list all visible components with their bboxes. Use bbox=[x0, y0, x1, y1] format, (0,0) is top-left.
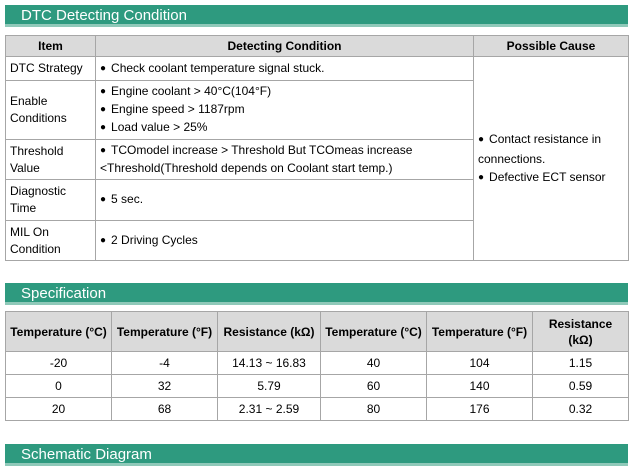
cell: 176 bbox=[427, 398, 533, 421]
dtc-table bbox=[5, 35, 629, 261]
cell: 0.32 bbox=[533, 398, 629, 421]
specification-section-title: Specification bbox=[21, 285, 107, 302]
condition-text: ● Engine coolant > 40°C(104°F) bbox=[100, 83, 469, 101]
cell: 20 bbox=[6, 398, 112, 421]
dtc-section-header bbox=[5, 5, 628, 27]
cell: 32 bbox=[112, 375, 218, 398]
cause-text: ● Contact resistance in connections. bbox=[478, 130, 624, 168]
cell: 140 bbox=[427, 375, 533, 398]
condition-cell bbox=[96, 81, 474, 140]
table-row bbox=[6, 352, 629, 375]
cell: -4 bbox=[112, 352, 218, 375]
condition-cell bbox=[96, 180, 474, 221]
condition-text: ● Engine speed > 1187rpm bbox=[100, 101, 469, 119]
dtc-section-title: DTC Detecting Condition bbox=[21, 7, 187, 24]
item-diagnostic-time: Diagnostic Time bbox=[6, 180, 96, 221]
header-possible-cause: Possible Cause bbox=[474, 36, 629, 57]
header-temperature-c: Temperature (°C) bbox=[321, 312, 427, 352]
condition-text: ● 2 Driving Cycles bbox=[100, 232, 469, 250]
cell: 40 bbox=[321, 352, 427, 375]
header-temperature-f: Temperature (°F) bbox=[427, 312, 533, 352]
cell: 68 bbox=[112, 398, 218, 421]
cell: 104 bbox=[427, 352, 533, 375]
cell: 5.79 bbox=[218, 375, 321, 398]
specification-section-header bbox=[5, 283, 628, 305]
condition-cell bbox=[96, 221, 474, 261]
cell: 2.31 ~ 2.59 bbox=[218, 398, 321, 421]
spec-header-row bbox=[6, 312, 629, 352]
cell: 14.13 ~ 16.83 bbox=[218, 352, 321, 375]
specification-table bbox=[5, 311, 629, 421]
cell: 0 bbox=[6, 375, 112, 398]
table-row bbox=[6, 398, 629, 421]
item-dtc-strategy: DTC Strategy bbox=[6, 57, 96, 81]
condition-text: ● TCOmodel increase > Threshold But TCOmeas increase <Threshold(Threshold depends on Coolant start temp.) bbox=[100, 142, 469, 177]
condition-cell bbox=[96, 140, 474, 180]
header-resistance: Resistance (kΩ) bbox=[218, 312, 321, 352]
table-row bbox=[6, 57, 629, 81]
cell: 80 bbox=[321, 398, 427, 421]
possible-cause-cell bbox=[474, 57, 629, 261]
dtc-header-row bbox=[6, 36, 629, 57]
condition-cell bbox=[96, 57, 474, 81]
item-mil-on-condition: MIL On Condition bbox=[6, 221, 96, 261]
cause-text: ● Defective ECT sensor bbox=[478, 168, 624, 188]
header-temperature-f: Temperature (°F) bbox=[112, 312, 218, 352]
schematic-section-header bbox=[5, 444, 628, 466]
item-threshold-value: Threshold Value bbox=[6, 140, 96, 180]
header-item: Item bbox=[6, 36, 96, 57]
header-temperature-c: Temperature (°C) bbox=[6, 312, 112, 352]
table-row bbox=[6, 375, 629, 398]
header-detecting-condition: Detecting Condition bbox=[96, 36, 474, 57]
cell: 0.59 bbox=[533, 375, 629, 398]
condition-text: ● Load value > 25% bbox=[100, 119, 469, 137]
cell: -20 bbox=[6, 352, 112, 375]
condition-text: ● Check coolant temperature signal stuck. bbox=[100, 60, 469, 78]
condition-text: ● 5 sec. bbox=[100, 191, 469, 209]
cell: 60 bbox=[321, 375, 427, 398]
item-enable-conditions: Enable Conditions bbox=[6, 81, 96, 140]
header-resistance: Resistance (kΩ) bbox=[533, 312, 629, 352]
cell: 1.15 bbox=[533, 352, 629, 375]
schematic-section-title: Schematic Diagram bbox=[21, 446, 152, 463]
